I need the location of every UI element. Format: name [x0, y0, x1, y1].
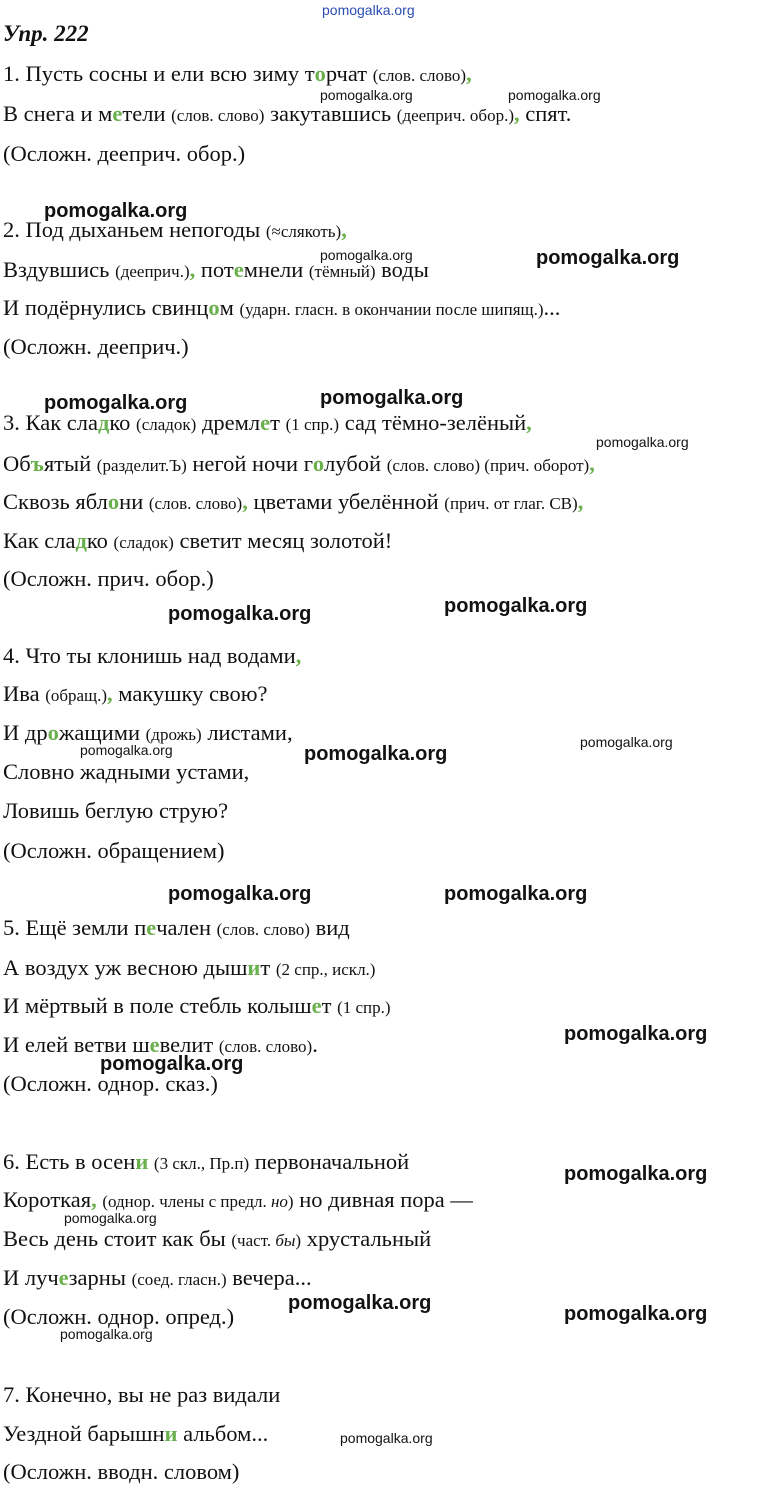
text-line: [3, 140, 245, 168]
watermark-text: pomogalka.org: [44, 392, 188, 414]
highlighted-letter: е: [112, 101, 123, 126]
text-segment: Вздувшись: [3, 257, 116, 282]
annotation: (тёмный): [308, 262, 376, 281]
highlighted-letter: о: [314, 61, 326, 86]
text-line: [3, 488, 583, 518]
annotation: ): [295, 1231, 302, 1250]
text-segment: первоначальной: [249, 1149, 410, 1174]
exercise-title: Упр. 222: [3, 21, 89, 46]
text-segment: (Осложн. вводн. словом): [3, 1459, 240, 1484]
watermark-text: pomogalka.org: [564, 1163, 708, 1185]
highlighted-letter: ,: [242, 489, 248, 514]
watermark-text: pomogalka.org: [580, 734, 673, 750]
watermark-text: pomogalka.org: [64, 1210, 157, 1226]
text-segment: закутавшись: [264, 101, 397, 126]
annotation: ): [287, 1192, 294, 1211]
text-line: [3, 60, 472, 90]
text-segment: м: [219, 295, 240, 320]
annotation: (сладок): [136, 415, 197, 434]
highlighted-letter: е: [58, 1265, 69, 1290]
annotation: (ударн. гласн. в окончании после шипящ.): [239, 300, 544, 319]
annotation: (однор. члены с предл.: [102, 1192, 271, 1211]
text-segment: ни: [119, 489, 149, 514]
text-segment: Об: [3, 451, 31, 476]
annotation: (слов. слово): [148, 494, 243, 513]
text-segment: .: [312, 1032, 318, 1057]
annotation: (1 спр.): [285, 415, 340, 434]
text-line: [3, 680, 268, 710]
annotation: (≈слякоть): [265, 222, 342, 241]
text-segment: вечера...: [226, 1265, 312, 1290]
text-segment: мнели: [243, 257, 309, 282]
highlighted-letter: ,: [189, 257, 196, 282]
text-segment: В снега и м: [3, 101, 113, 126]
text-segment: ятый: [43, 451, 97, 476]
text-segment: 2. Под дыханьем непогоды: [3, 217, 266, 242]
highlighted-letter: о: [107, 489, 120, 514]
annotation: (обращ.): [45, 686, 108, 705]
text-segment: велит: [159, 1032, 219, 1057]
highlighted-letter: ,: [589, 451, 595, 476]
text-segment: Сквозь ябл: [3, 489, 108, 514]
text-segment: Ловишь беглую струю?: [3, 798, 229, 823]
text-segment: негой ночи г: [186, 451, 313, 476]
text-line: [3, 1420, 268, 1448]
annotation: (слов. слово): [171, 106, 265, 125]
watermark-text: pomogalka.org: [564, 1303, 708, 1325]
watermark-text: pomogalka.org: [288, 1292, 432, 1314]
text-line: [3, 1264, 312, 1294]
annotation: но: [270, 1192, 288, 1211]
annotation: (2 спр., искл.): [275, 960, 376, 979]
annotation: (слов. слово): [218, 1037, 313, 1056]
text-line: [3, 1381, 280, 1409]
watermark-text: pomogalka.org: [168, 883, 312, 905]
text-line: [3, 914, 350, 944]
watermark-text: pomogalka.org: [340, 1430, 433, 1446]
highlighted-letter: е: [233, 257, 244, 282]
text-line: [3, 450, 595, 480]
highlighted-letter: о: [312, 451, 325, 476]
text-line: [3, 837, 225, 865]
annotation: (разделит.Ъ): [96, 456, 187, 475]
highlighted-letter: ,: [577, 489, 584, 514]
highlighted-letter: и: [135, 1149, 149, 1174]
text-segment: 7. Конечно, вы не раз видали: [3, 1382, 281, 1407]
text-segment: 4. Что ты клонишь над водами: [3, 643, 296, 668]
text-segment: И луч: [3, 1265, 59, 1290]
text-segment: зарны: [68, 1265, 132, 1290]
text-segment: И мёртвый в поле стебль колыш: [3, 993, 312, 1018]
text-segment: рчат: [325, 61, 373, 86]
annotation: (слов. слово): [372, 66, 467, 85]
text-segment: 6. Есть в осен: [3, 1149, 136, 1174]
watermark-text: pomogalka.org: [320, 247, 413, 263]
highlighted-letter: о: [208, 295, 220, 320]
text-segment: спят.: [519, 101, 572, 126]
annotation: (3 скл., Пр.п): [153, 1154, 250, 1173]
highlighted-letter: е: [260, 410, 271, 435]
text-segment: макушку свою?: [112, 681, 268, 706]
text-segment: И др: [3, 720, 48, 745]
text-segment: Весь день стоит как бы: [3, 1226, 232, 1251]
highlighted-letter: ,: [466, 61, 472, 86]
text-segment: жащими: [58, 720, 146, 745]
text-segment: Как сла: [3, 528, 76, 553]
watermark-text: pomogalka.org: [304, 743, 448, 765]
text-segment: (Осложн. дееприч.): [3, 334, 189, 359]
highlighted-letter: ,: [107, 681, 113, 706]
highlighted-letter: д: [75, 528, 87, 553]
watermark-text: pomogalka.org: [168, 603, 312, 625]
text-segment: (Осложн. обращением): [3, 838, 225, 863]
watermark-text: pomogalka.org: [100, 1053, 244, 1075]
text-segment: дремл: [196, 410, 261, 435]
text-segment: т: [270, 410, 286, 435]
annotation: (дееприч.): [115, 262, 190, 281]
text-segment: Ива: [3, 681, 46, 706]
text-segment: ко: [86, 528, 114, 553]
highlighted-letter: ,: [91, 1187, 97, 1212]
text-segment: ко: [109, 410, 137, 435]
text-segment: (Осложн. однор. сказ.): [3, 1071, 218, 1096]
text-segment: листами,: [201, 720, 293, 745]
highlighted-letter: е: [146, 915, 157, 940]
text-segment: Уездной барышн: [3, 1421, 165, 1446]
text-segment: чален: [156, 915, 217, 940]
annotation: (прич. от глаг. СВ): [444, 494, 578, 513]
text-line: [3, 565, 214, 593]
annotation: (1 спр.): [337, 998, 391, 1017]
text-segment: И подёрнулись свинц: [3, 295, 209, 320]
text-segment: пот: [195, 257, 234, 282]
highlighted-letter: ,: [514, 101, 520, 126]
text-segment: хрустальный: [301, 1226, 432, 1251]
text-segment: (Осложн. дееприч. обор.): [3, 141, 246, 166]
text-line: [3, 333, 189, 361]
highlighted-letter: о: [47, 720, 59, 745]
text-line: [3, 1225, 431, 1255]
highlighted-letter: е: [311, 993, 322, 1018]
watermark-text: pomogalka.org: [44, 200, 188, 222]
text-segment: ...: [543, 295, 561, 320]
text-segment: светит месяц золотой!: [173, 528, 393, 553]
text-line: [3, 954, 375, 984]
text-segment: 3. Как сла: [3, 410, 98, 435]
watermark-text: pomogalka.org: [508, 87, 601, 103]
annotation: (част.: [231, 1231, 276, 1250]
text-line: [3, 527, 392, 557]
text-segment: И елей ветви ш: [3, 1032, 150, 1057]
text-segment: т: [321, 993, 338, 1018]
watermark-text: pomogalka.org: [320, 87, 413, 103]
watermark-text: pomogalka.org: [322, 2, 415, 18]
annotation: (сладок): [113, 533, 174, 552]
text-segment: Короткая: [3, 1187, 92, 1212]
text-segment: лубой: [324, 451, 387, 476]
highlighted-letter: д: [97, 410, 110, 435]
text-segment: вид: [309, 915, 350, 940]
watermark-text: pomogalka.org: [60, 1326, 153, 1342]
text-segment: (Осложн. прич. обор.): [3, 566, 214, 591]
annotation: (дрожь): [145, 725, 202, 744]
text-segment: т: [260, 955, 276, 980]
text-line: [3, 642, 301, 670]
annotation: (слов. слово): [216, 920, 310, 939]
text-segment: Словно жадными устами,: [3, 759, 250, 784]
text-segment: 1. Пусть сосны и ели всю зиму т: [3, 61, 315, 86]
highlighted-letter: ,: [341, 217, 347, 242]
watermark-text: pomogalka.org: [536, 247, 680, 269]
annotation: (дееприч. обор.): [396, 106, 514, 125]
text-line: [3, 992, 391, 1022]
watermark-text: pomogalka.org: [596, 434, 689, 450]
text-segment: (Осложн. однор. опред.): [3, 1304, 235, 1329]
text-segment: альбом...: [177, 1421, 269, 1446]
watermark-text: pomogalka.org: [320, 387, 464, 409]
text-line: [3, 1148, 409, 1178]
text-line: [3, 758, 249, 786]
highlighted-letter: и: [164, 1421, 178, 1446]
text-line: [3, 100, 571, 130]
annotation: (слов. слово) (прич. оборот): [386, 456, 590, 475]
text-segment: 5. Ещё земли п: [3, 915, 147, 940]
watermark-text: pomogalka.org: [80, 742, 173, 758]
text-line: [3, 797, 228, 825]
text-segment: тели: [122, 101, 172, 126]
annotation: бы: [275, 1231, 296, 1250]
watermark-text: pomogalka.org: [444, 883, 588, 905]
text-segment: А воздух уж весною дыш: [3, 955, 248, 980]
annotation: (соед. гласн.): [131, 1270, 227, 1289]
text-segment: сад тёмно-зелёный: [339, 410, 527, 435]
highlighted-letter: и: [247, 955, 261, 980]
text-segment: но дивная пора —: [293, 1187, 473, 1212]
text-line: [3, 1458, 239, 1486]
text-segment: цветами убелённой: [247, 489, 445, 514]
highlighted-letter: ,: [295, 643, 302, 668]
text-segment: воды: [375, 257, 429, 282]
highlighted-letter: ъ: [30, 451, 44, 476]
watermark-text: pomogalka.org: [564, 1023, 708, 1045]
highlighted-letter: ,: [526, 410, 532, 435]
highlighted-letter: е: [149, 1032, 160, 1057]
text-line: [3, 294, 560, 324]
watermark-text: pomogalka.org: [444, 595, 588, 617]
